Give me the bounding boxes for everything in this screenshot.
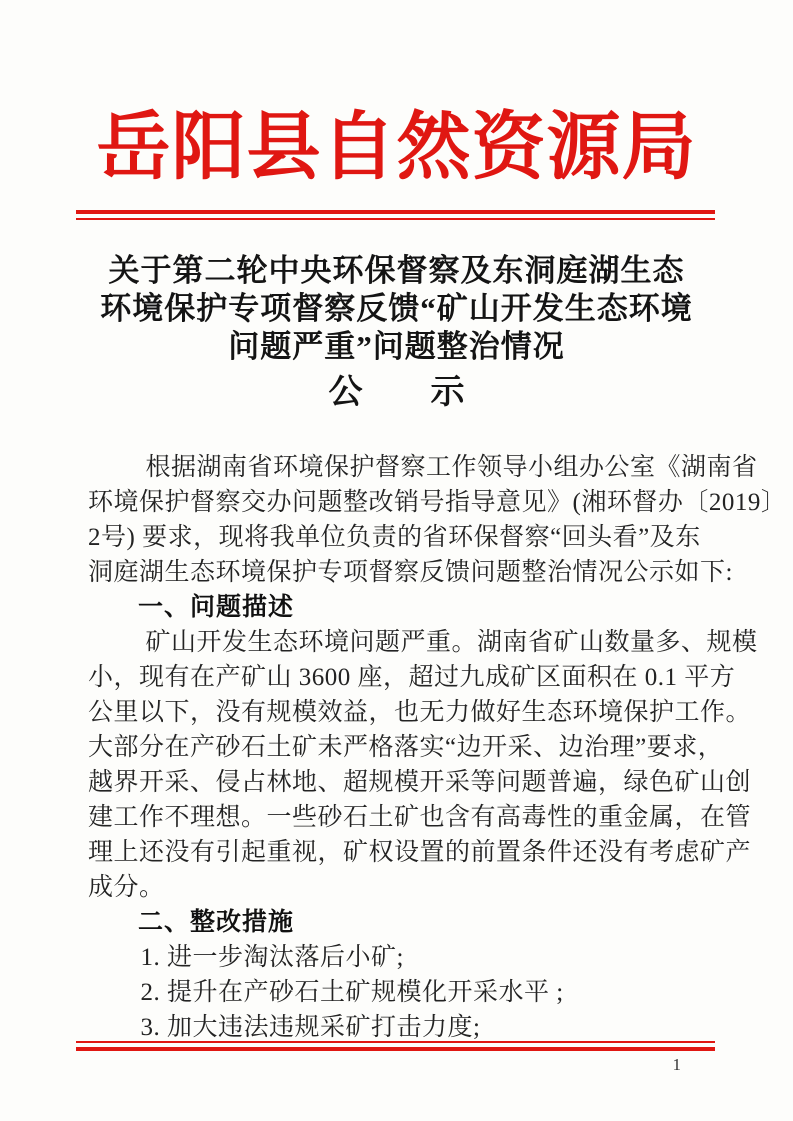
document-title (0, 252, 793, 366)
header-rule-thin (76, 218, 715, 220)
document-title-line: 环境保护专项督察反馈“矿山开发生态环境 (100, 291, 693, 326)
intro-paragraph-line: 根据湖南省环境保护督察工作领导小组办公室《湖南省 (145, 454, 758, 481)
problem-description-line: 越界开采、侵占林地、超规模开采等问题普遍，绿色矿山创 (88, 769, 752, 796)
notice-type-label: 公 示 (328, 374, 465, 411)
document-title-line: 关于第二轮中央环保督察及东洞庭湖生态 (108, 253, 685, 288)
footer-rule-thick (76, 1047, 715, 1051)
problem-description-paragraph (88, 625, 758, 905)
problem-description-line: 大部分在产砂石土矿未严格落实“边开采、边治理”要求， (88, 734, 724, 761)
problem-description-line: 建工作不理想。一些砂石土矿也含有高毒性的重金属，在管 (88, 804, 752, 831)
header-rule-thick (76, 210, 715, 214)
page-number: 1 (672, 1055, 681, 1074)
intro-paragraph (88, 450, 787, 590)
footer-rule-thin (76, 1041, 715, 1043)
problem-description-line: 公里以下，没有规模效益，也无力做好生态环境保护工作。 (88, 699, 752, 726)
intro-paragraph-line: 环境保护督察交办问题整改销号指导意见》(湘环督办〔2019〕 (88, 489, 787, 516)
problem-description-line: 成分。 (88, 874, 165, 901)
measure-item: 2. 提升在产砂石土矿规模化开采水平 ; (140, 979, 564, 1006)
org-letterhead-title: 岳阳县自然资源局 (96, 107, 697, 189)
document-title-line: 问题严重”问题整治情况 (228, 329, 565, 364)
problem-description-line: 小，现有在产矿山 3600 座，超过九成矿区面积在 0.1 平方 (88, 664, 736, 691)
problem-description-line: 矿山开发生态环境问题严重。湖南省矿山数量多、规模 (145, 629, 758, 656)
problem-description-line: 理上还没有引起重视，矿权设置的前置条件还没有考虑矿产 (88, 839, 752, 866)
measure-item: 3. 加大违法违规采矿打击力度; (140, 1014, 481, 1041)
document-body (88, 450, 787, 1045)
intro-paragraph-line: 洞庭湖生态环境保护专项督察反馈问题整治情况公示如下: (88, 559, 733, 586)
section-1-heading: 一、问题描述 (138, 593, 295, 621)
section-2-heading: 二、整改措施 (138, 908, 295, 936)
intro-paragraph-line: 2号) 要求，现将我单位负责的省环保督察“回头看”及东 (88, 524, 701, 551)
measure-item: 1. 进一步淘汰落后小矿; (140, 944, 404, 971)
measures-list (88, 940, 712, 1045)
